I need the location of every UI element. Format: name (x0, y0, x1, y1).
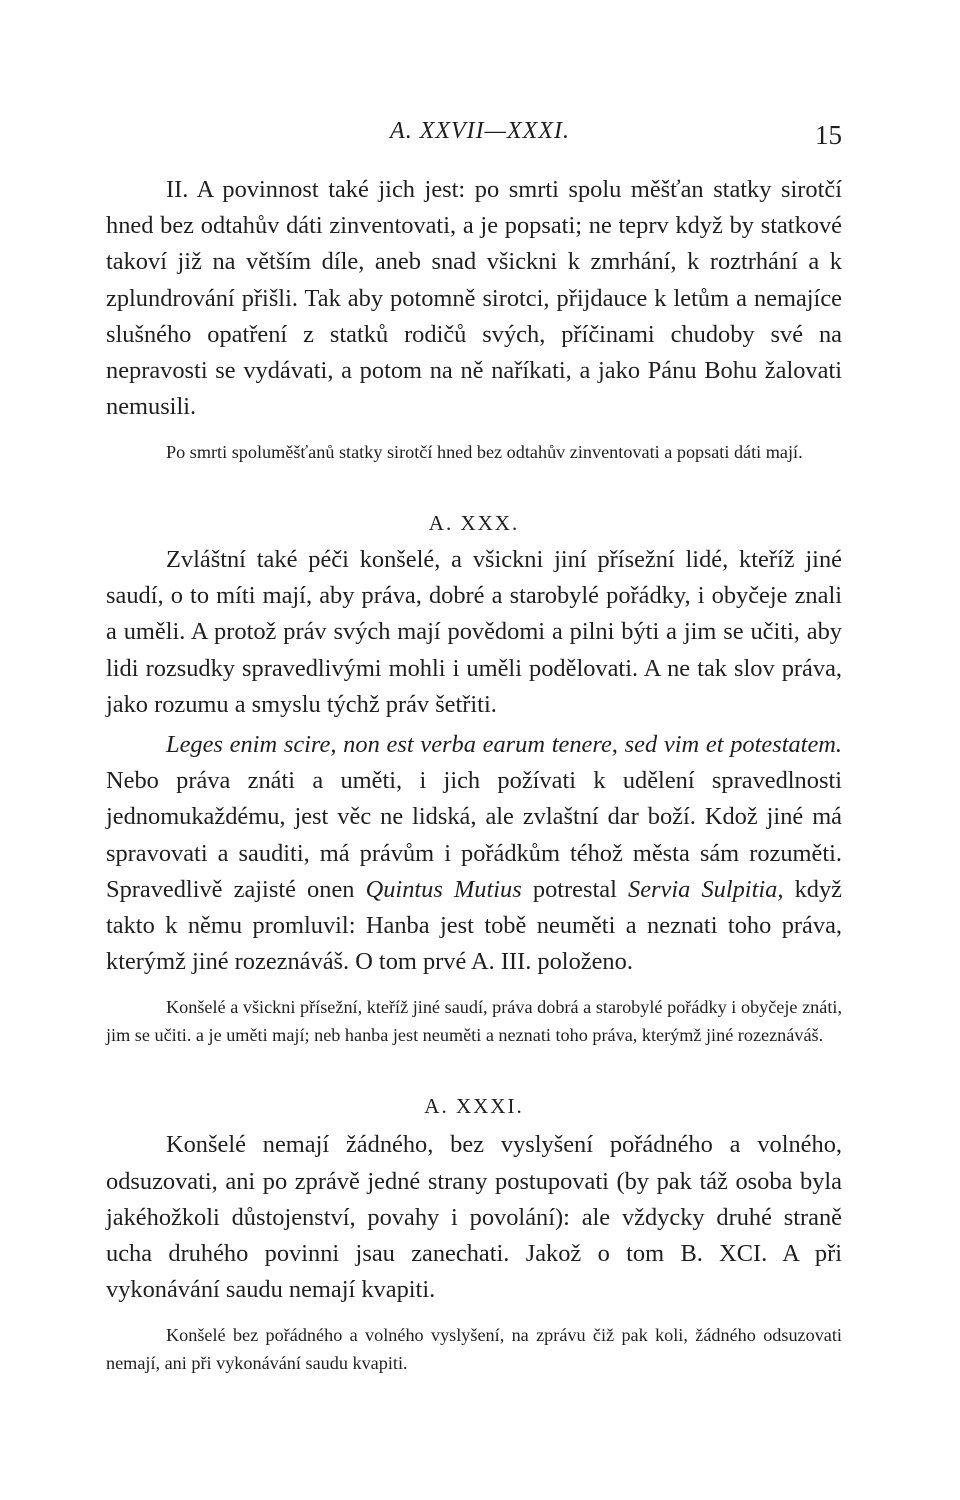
article-xxx-heading: A. XXX. (428, 510, 520, 535)
article-xxix-summary: Po smrti spoluměšťanů statky sirotčí hned bez odtahův zinventovati a popsati dáti mají. (166, 442, 803, 463)
article-xxxi-paragraph: Konšelé nemají žádného, bez vyslyšení pořádného a volného, odsuzovati, ani po zprávě jedné strany postupovati (by pak táž osoba byla jakéhožkoli důstojenství, povahy i povolání): ale vždycky druhé straně ucha druhého povinni jsau zanechati. Jakož o tom B. XCI. A při vykonávání saudu nemají kvapiti. (106, 1131, 842, 1304)
article-xxx-text-1: Nebo práva znáti a uměti, i jich požívati k udělení spravedlnosti jednomukaždému, jest věc ne lidská, ale zvlaštní dar boží. Kdož jiné má spravovati a sauditi, má právům i pořádkům téhož města sám rozuměti. Spravedlivě zajisté onen (106, 767, 842, 903)
name-quintus-mutius: Quintus Mutius (365, 875, 522, 903)
latin-quote: Leges enim scire, non est verba earum tenere, sed vim et potestatem. (166, 730, 842, 758)
article-xxxi-summary: Konšelé bez pořádného a volného vyslyšení, na zprávu čiž pak koli, žádného odsuzovati nemají, ani při vykonávání saudu kvapiti. (106, 1325, 842, 1373)
article-xxx-text-2: potrestal (521, 875, 628, 903)
article-xxx-paragraph-latin (106, 727, 842, 980)
page-number: 15 (815, 120, 842, 150)
running-title: A. XXVII—XXXI. (390, 118, 570, 144)
text-block (106, 172, 842, 1377)
article-xxxi-heading: A. XXXI. (424, 1094, 524, 1119)
article-xxix-paragraph-ii: II. A povinnost také jich jest: po smrti spolu měšťan statky sirotčí hned bez odtahův dáti zinventovati, a je popsati; ne teprv když by statkové takoví již na větším díle, aneb snad všickni k zmrhání, k roztrhání a k zplundrování přišli. Tak aby potomně sirotci, přijdauce k letům a nemajíce slušného opatření z statků rodičů svých, příčinami chudoby své na nepravosti se vydávati, a potom na ně naříkati, a jako Pánu Bohu žalovati nemusili. (106, 176, 842, 421)
article-xxx-text-3: když takto k němu promluvil: Hanba jest tobě neuměti a neznati toho práva, kterýmž jiné rozeznáváš. O tom prvé A. III. položeno. (106, 875, 842, 976)
running-head (0, 118, 960, 148)
article-xxx-summary: Konšelé a všickni přísežní, kteříž jiné saudí, práva dobrá a starobylé pořádky i obyčeje znáti, jim se učiti. a je uměti mají; neb hanba jest neuměti a neznati toho práva, kterýmž jiné rozeznáváš. (106, 997, 842, 1045)
name-servia-sulpitia: Servia Sulpitia, (628, 875, 784, 903)
article-xxx-paragraph: Zvláštní také péči konšelé, a všickni jiní přísežní lidé, kteříž jiné saudí, o to míti mají, aby práva, dobré a starobylé pořádky, i obyčeje znali a uměli. A protož práv svých mají povědomi a pilni býti a jim se učiti, aby lidi rozsudky spravedlivými mohli i uměli podělovati. A ne tak slov práva, jako rozumu a smyslu týchž práv šetřiti. (106, 545, 842, 718)
